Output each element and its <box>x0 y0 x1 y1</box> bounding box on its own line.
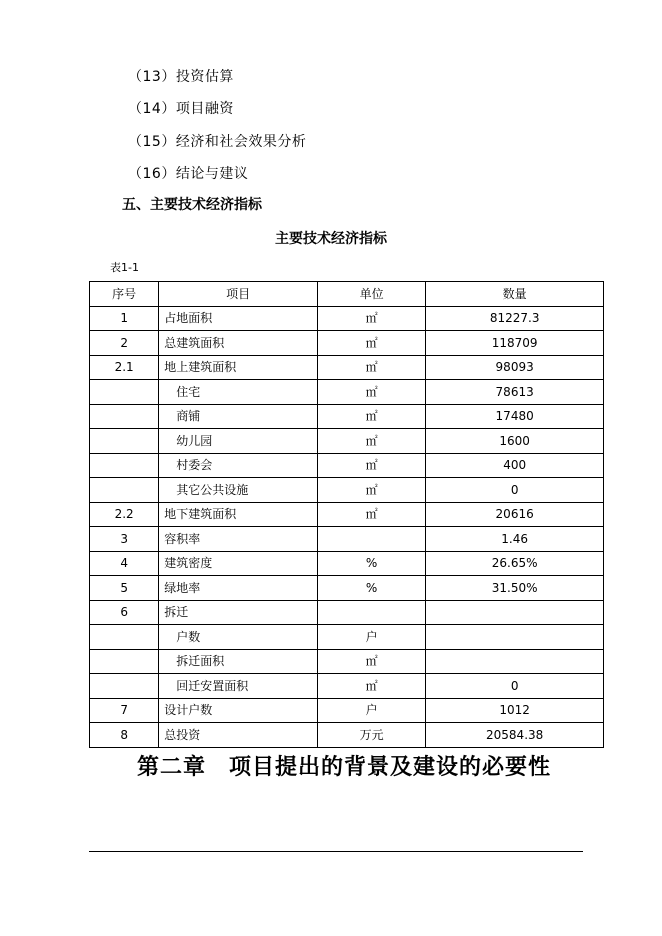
cell-no <box>90 625 159 650</box>
cell-no: 2.2 <box>90 502 159 527</box>
footer-divider <box>89 851 583 852</box>
cell-item: 幼儿园 <box>159 429 318 454</box>
cell-item: 建筑密度 <box>159 551 318 576</box>
table-row <box>90 429 604 454</box>
list-item-14: （14）项目融资 <box>128 101 234 117</box>
table-row <box>90 649 604 674</box>
indicators-table <box>89 281 604 748</box>
cell-unit: ㎡ <box>317 380 425 405</box>
cell-quantity: 98093 <box>426 355 604 380</box>
cell-unit: 户 <box>317 625 425 650</box>
cell-item: 地上建筑面积 <box>159 355 318 380</box>
cell-no <box>90 478 159 503</box>
list-item-15: （15）经济和社会效果分析 <box>128 134 307 150</box>
table-row <box>90 404 604 429</box>
table-number: 表1-1 <box>110 261 139 274</box>
cell-item: 容积率 <box>159 527 318 552</box>
cell-unit: ㎡ <box>317 674 425 699</box>
cell-item: 村委会 <box>159 453 318 478</box>
cell-no: 1 <box>90 306 159 331</box>
cell-quantity: 17480 <box>426 404 604 429</box>
cell-quantity: 400 <box>426 453 604 478</box>
cell-quantity: 1.46 <box>426 527 604 552</box>
cell-item: 其它公共设施 <box>159 478 318 503</box>
cell-quantity <box>426 649 604 674</box>
cell-quantity: 20584.38 <box>426 723 604 748</box>
cell-quantity <box>426 600 604 625</box>
header-no: 序号 <box>90 282 159 307</box>
cell-no: 4 <box>90 551 159 576</box>
cell-quantity: 31.50% <box>426 576 604 601</box>
table-row <box>90 331 604 356</box>
cell-no: 2.1 <box>90 355 159 380</box>
cell-unit: ㎡ <box>317 331 425 356</box>
cell-no: 3 <box>90 527 159 552</box>
cell-quantity: 0 <box>426 674 604 699</box>
header-item: 项目 <box>159 282 318 307</box>
cell-no <box>90 404 159 429</box>
list-item-16: （16）结论与建议 <box>128 166 249 182</box>
cell-item: 地下建筑面积 <box>159 502 318 527</box>
chapter-heading: 第二章 项目提出的背景及建设的必要性 <box>137 754 552 780</box>
cell-quantity: 20616 <box>426 502 604 527</box>
cell-no: 8 <box>90 723 159 748</box>
cell-unit: ㎡ <box>317 429 425 454</box>
section-heading: 五、主要技术经济指标 <box>122 197 262 213</box>
table-row <box>90 380 604 405</box>
cell-item: 总投资 <box>159 723 318 748</box>
cell-unit: ㎡ <box>317 649 425 674</box>
cell-unit: % <box>317 551 425 576</box>
table-row <box>90 600 604 625</box>
cell-no: 2 <box>90 331 159 356</box>
cell-quantity: 26.65% <box>426 551 604 576</box>
cell-no: 6 <box>90 600 159 625</box>
table-row <box>90 527 604 552</box>
cell-item: 拆迁面积 <box>159 649 318 674</box>
table-row <box>90 502 604 527</box>
table-body <box>90 306 604 747</box>
table-row <box>90 625 604 650</box>
list-item-13: （13）投资估算 <box>128 69 234 85</box>
cell-unit: ㎡ <box>317 355 425 380</box>
cell-unit: ㎡ <box>317 502 425 527</box>
cell-unit: ㎡ <box>317 404 425 429</box>
cell-item: 总建筑面积 <box>159 331 318 356</box>
cell-quantity: 118709 <box>426 331 604 356</box>
cell-item: 拆迁 <box>159 600 318 625</box>
cell-no <box>90 429 159 454</box>
cell-unit: 万元 <box>317 723 425 748</box>
cell-no <box>90 674 159 699</box>
cell-unit <box>317 527 425 552</box>
cell-quantity: 81227.3 <box>426 306 604 331</box>
table-title: 主要技术经济指标 <box>275 231 387 247</box>
cell-unit: 户 <box>317 698 425 723</box>
cell-item: 回迁安置面积 <box>159 674 318 699</box>
cell-item: 占地面积 <box>159 306 318 331</box>
cell-quantity <box>426 625 604 650</box>
cell-quantity: 1600 <box>426 429 604 454</box>
table-row <box>90 576 604 601</box>
table-row <box>90 698 604 723</box>
cell-unit <box>317 600 425 625</box>
cell-unit: ㎡ <box>317 453 425 478</box>
table-row <box>90 723 604 748</box>
cell-quantity: 0 <box>426 478 604 503</box>
cell-no <box>90 649 159 674</box>
header-quantity: 数量 <box>426 282 604 307</box>
table-row <box>90 355 604 380</box>
cell-no <box>90 453 159 478</box>
table-row <box>90 306 604 331</box>
cell-unit: ㎡ <box>317 478 425 503</box>
cell-no: 5 <box>90 576 159 601</box>
table-row <box>90 453 604 478</box>
cell-item: 户数 <box>159 625 318 650</box>
cell-item: 设计户数 <box>159 698 318 723</box>
table-row <box>90 478 604 503</box>
table-row <box>90 674 604 699</box>
cell-no <box>90 380 159 405</box>
cell-item: 住宅 <box>159 380 318 405</box>
table-row <box>90 551 604 576</box>
cell-unit: % <box>317 576 425 601</box>
cell-item: 绿地率 <box>159 576 318 601</box>
table-header-row <box>90 282 604 307</box>
cell-item: 商铺 <box>159 404 318 429</box>
cell-no: 7 <box>90 698 159 723</box>
cell-unit: ㎡ <box>317 306 425 331</box>
header-unit: 单位 <box>317 282 425 307</box>
cell-quantity: 1012 <box>426 698 604 723</box>
cell-quantity: 78613 <box>426 380 604 405</box>
